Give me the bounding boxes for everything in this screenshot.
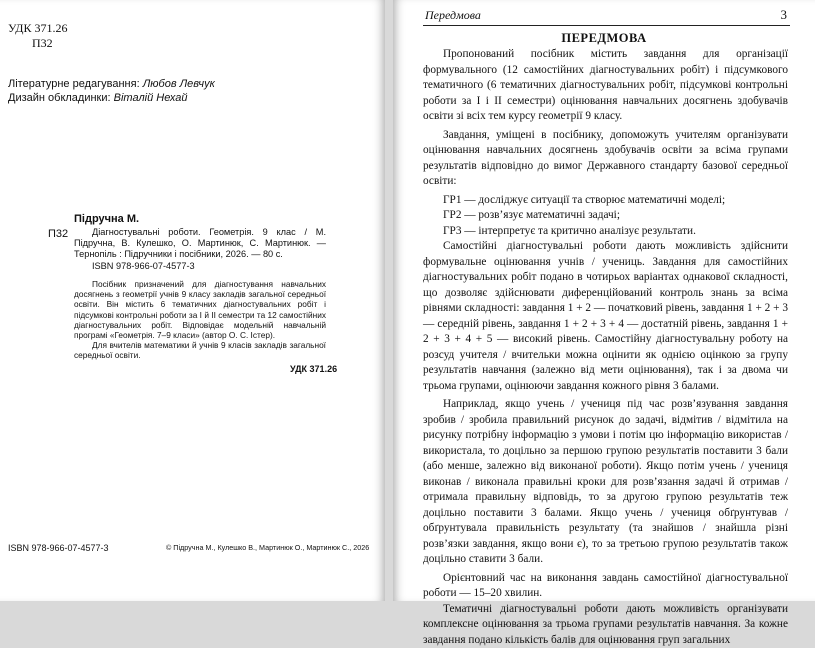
literary-editor-name: Любов Левчук: [143, 78, 215, 90]
paragraph: Самостійні діагностувальні роботи дають можливість здійснити формувальне оцінювання учнів / учениць. Завдання для самостійних діагностувальних робіт подано в чотирьох варіантах однакової складності, що дозволяє здійснювати диференційований контроль знань за всіма рівнями складності: завдання 1 + 2 — початковий рівень, завдання 1 + 2 + 3 — середній рівень, завдання 1 + 2 + 3 + 4 — достатній рівень, завдання 1 + 2 + 3 + 4 + 5 — високий рівень. Самостійну діагностувальну роботу на розсуд учителя / вчительки можна оцінити як однією оцінкою за групу результатів навчання (залежно від мети оцінювання), так і за двома чи трьома групами, оцінюючи завдання кожного рівня 3 балами.: [423, 239, 788, 394]
card-udk: УДК 371.26: [290, 364, 337, 374]
paragraph: Завдання, уміщені в посібнику, допоможуть учителям організувати оцінювання навчальних досягнень здобувачів освіти за всіма групами результатів відповідно до вимог Державного стандарту базової середньої освіти:: [423, 128, 788, 190]
isbn-footer: ISBN 978-966-07-4577-3: [8, 543, 109, 553]
result-group-item: ГР2 — розв’язує математичні задачі;: [423, 208, 788, 224]
cover-design-label: Дизайн обкладинки:: [8, 92, 111, 104]
preface-body: [423, 47, 788, 648]
result-group-item: ГР1 — досліджує ситуації та створює математичні моделі;: [423, 193, 788, 209]
literary-editing-label: Літературне редагування:: [8, 78, 140, 90]
section-title: ПЕРЕДМОВА: [393, 31, 815, 46]
paragraph: Пропонований посібник містить завдання для організації формувального (12 самостійних діагностувальних робіт) і підсумкового тематичного (6 тематичних діагностувальних робіт, підсумкові контрольні роботи за І і ІІ семестри) оцінювання навчальних досягнень здобувачів освіти зі всіх тем курсу геометрії 9 класу.: [423, 47, 788, 125]
cover-design-credit: [8, 92, 187, 104]
annotation: [74, 279, 326, 361]
paragraph: Наприклад, якщо учень / учениця під час розв’язування завдання зробив / зробила правильний рисунок до задачі, відмітив / відмітила на рисунку потрібну інформацію з умови і потім цю інформацію використав / використала, то доцільно за першою групою результатів поставити 3 бали (або менше, залежно від виконаної роботи). Якщо потім учень / учениця виконав / виконала правильні кроки для розв’язання задачі й отримав / отримала правильну відповідь, то за другою групою результатів теж доцільно поставити 3 балами. Якщо учень / учениця обґрунтував / обґрунтувала правильність результату (та знайшов / знайшла різні розв’язки завдання, якщо вони є), то за третьою групою результатів також доцільно ставити 3 бали.: [423, 397, 788, 568]
page-number: 3: [781, 7, 788, 23]
left-page: [0, 0, 385, 601]
card-code: П32: [48, 228, 68, 240]
running-head: Передмова: [425, 8, 481, 23]
header-rule: [423, 25, 790, 26]
udk-code: УДК 371.26: [8, 22, 67, 35]
cover-designer-name: Віталій Нехай: [114, 92, 188, 104]
library-code: П32: [32, 36, 53, 51]
result-group-item: ГР3 — інтерпретує та критично аналізує результати.: [423, 224, 788, 240]
right-page: [393, 0, 815, 601]
paragraph: Тематичні діагностувальні роботи дають можливість організувати комплексне оцінювання за трьома групами результатів навчання. За кожне завдання подано кількість балів для оцінювання груп загальних: [423, 602, 788, 648]
card-isbn: ISBN 978-966-07-4577-3: [74, 261, 326, 272]
annotation-paragraph: Посібник призначений для діагностування навчальних досягнень з геометрії учнів 9 класу закладів загальної середньої освіти. Він містить 6 тематичних діагностувальних робіт і підсумкові контрольні роботи за І й ІІ семестри та 12 самостійних діагностувальних робіт. Відповідає модельній навчальній програмі «Геометрія. 7–9 класи» (автор О. С. Істер).: [74, 279, 326, 340]
card-author: Підручна М.: [74, 213, 139, 225]
bibliographic-text: Діагностувальні роботи. Геометрія. 9 клас / М. Підручна, В. Кулешко, О. Мартинюк, С. Мартинюк. — Тернопіль : Підручники і посібники, 2026. — 80 с.: [74, 227, 326, 261]
bibliographic-description: [74, 227, 326, 272]
literary-editing-credit: [8, 78, 215, 90]
annotation-paragraph: Для вчителів математики й учнів 9 класів закладів загальної середньої освіти.: [74, 340, 326, 360]
paragraph: Орієнтовний час на виконання завдань самостійної діагностувальної роботи — 15–20 хвилин.: [423, 571, 788, 602]
copyright-notice: © Підручна М., Кулешко В., Мартинюк О., Мартинюк С., 2026: [166, 543, 369, 552]
